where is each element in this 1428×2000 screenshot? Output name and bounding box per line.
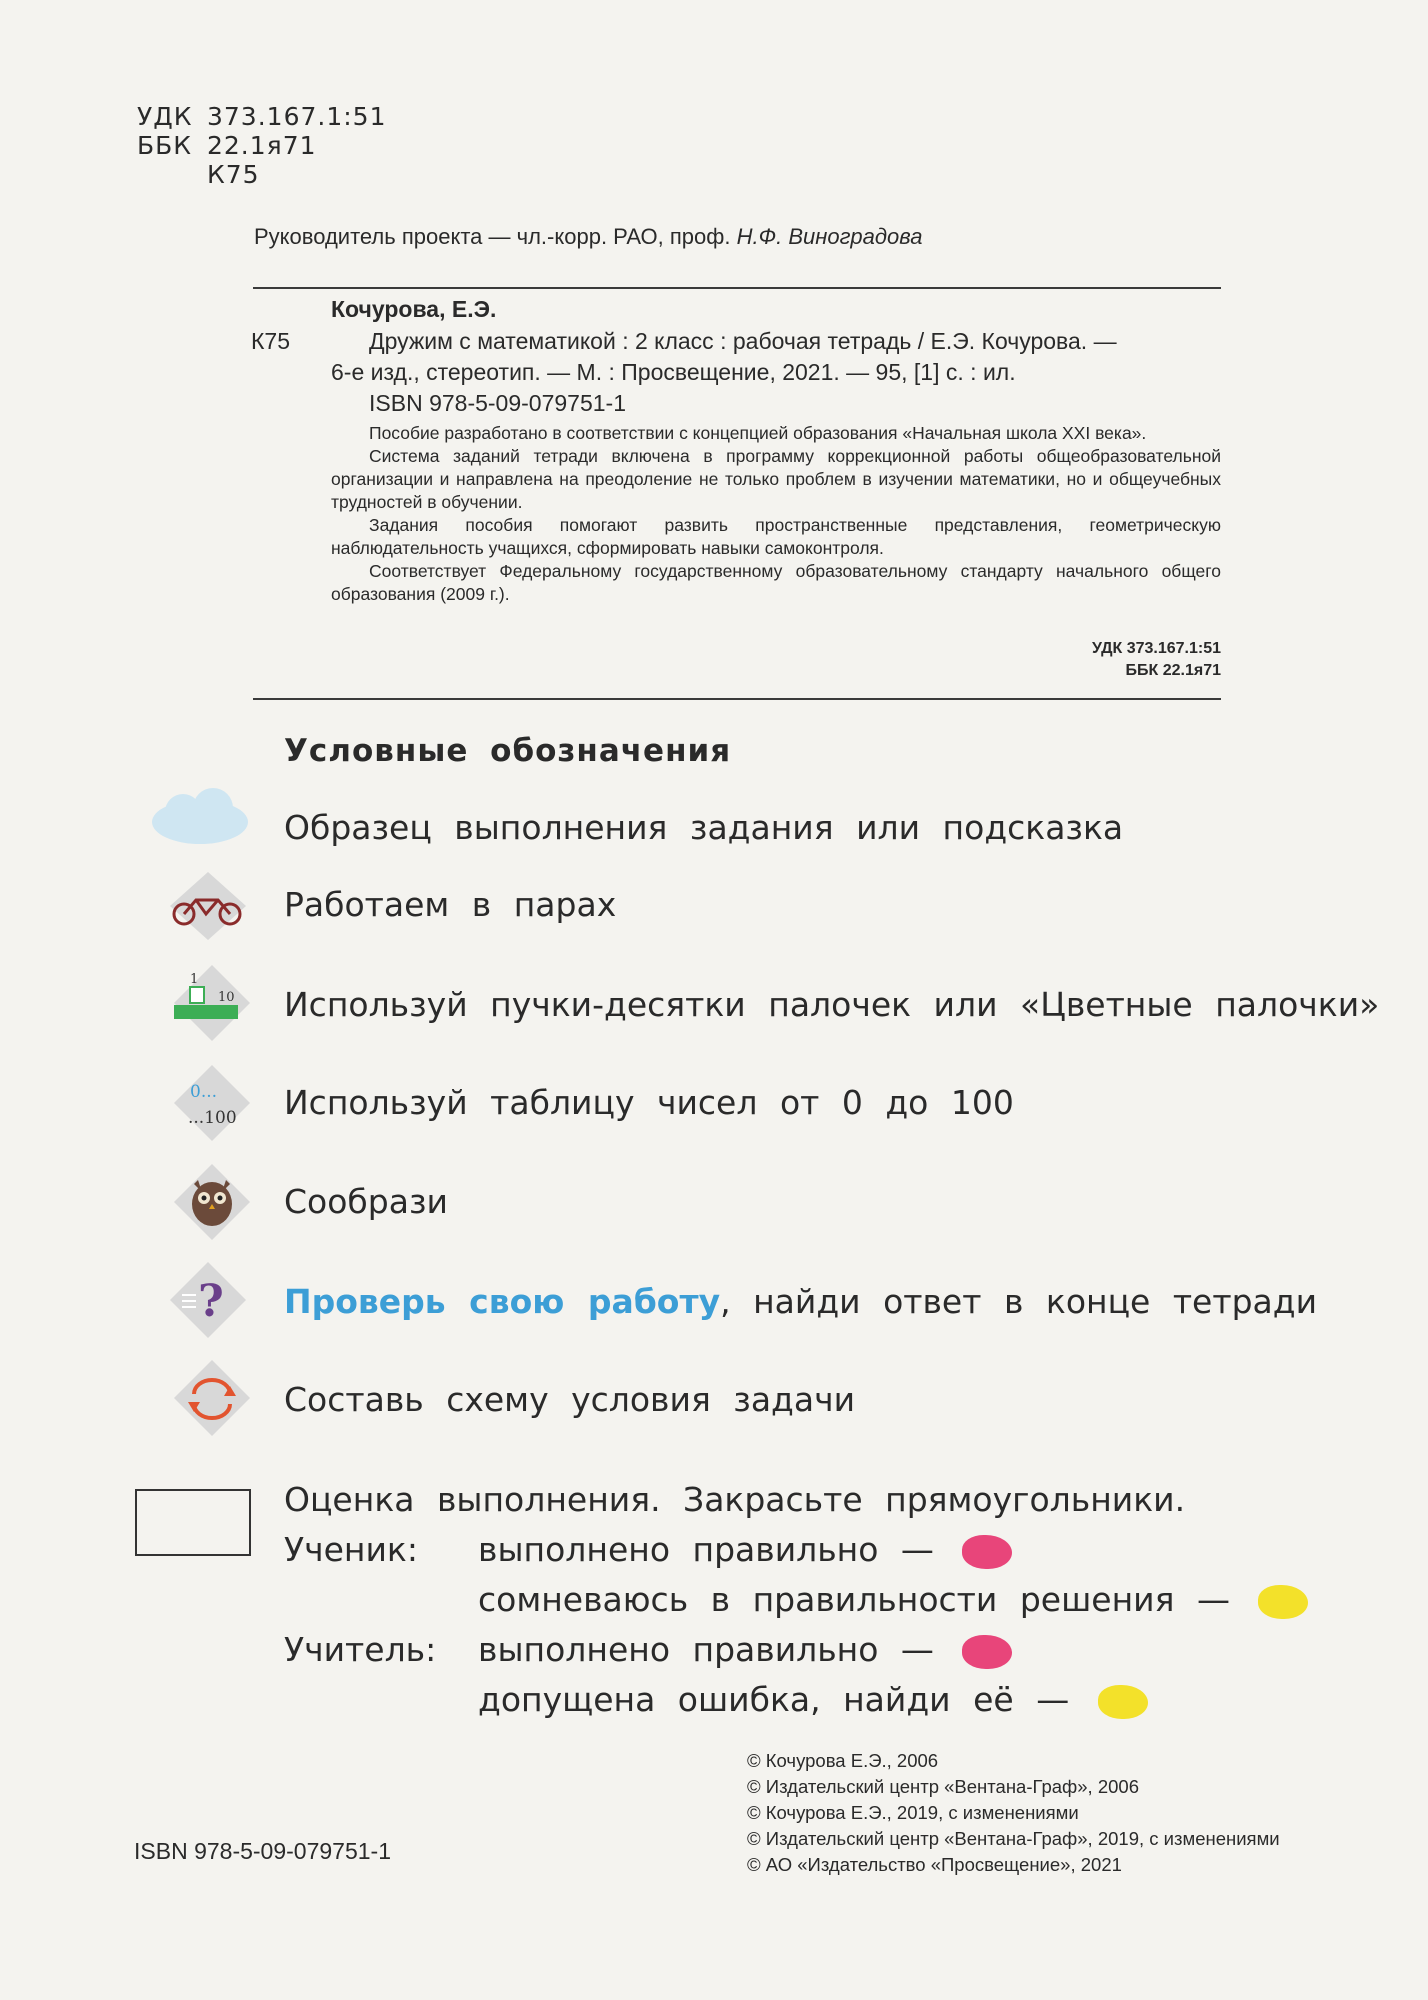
biblio-desc-paragraph: Задания пособия помогают развить пространственные представления, геометрическую наблюдательность учащихся, сформировать навыки самоконтроля. [331,515,1221,558]
question-mark-label: ? [198,1276,224,1327]
yellow-marker [1258,1585,1308,1619]
tandem-bicycle-icon [168,870,248,942]
leader-text: Руководитель проекта — чл.-корр. РАО, проф. [254,224,737,249]
teacher-error [478,1680,1148,1719]
student-label: Ученик: [284,1530,418,1569]
copyright-line: © Издательский центр «Вентана-Граф», 2006 [747,1776,1139,1797]
author-mark: К75 [207,160,260,189]
biblio-bbk: ББК 22.1я71 [1125,662,1221,679]
number-table-bottom-label: ...100 [188,1108,237,1128]
bbk-value: 22.1я71 [207,131,317,160]
student-correct [478,1530,1012,1569]
legend-scheme: Составь схему условия задачи [284,1380,856,1419]
owl-icon [172,1162,252,1242]
leader-name: Н.Ф. Виноградова [736,224,923,249]
classification-codes [137,102,386,189]
legend-check-rest: , найди ответ в конце тетради [720,1282,1318,1321]
pink-marker [962,1535,1012,1569]
copyright-line: © Кочурова Е.Э., 2006 [747,1750,939,1771]
legend-sticks: Используй пучки-десятки палочек или «Цветные палочки» [284,985,1380,1024]
legend-check [284,1282,1317,1321]
biblio-edition-line: 6-е изд., стереотип. — М. : Просвещение, 2021. — 95, [1] с. : ил. [331,359,1016,385]
biblio-author: Кочурова, Е.Э. [331,296,497,322]
legend-check-highlight: Проверь свою работу [284,1282,721,1321]
pink-marker [962,1635,1012,1669]
biblio-description [331,422,1221,606]
cycle-arrows-icon [172,1358,252,1438]
number-table-top-label: 0... [190,1082,218,1102]
biblio-udk: УДК 373.167.1:51 [1091,640,1221,657]
bbk-label: ББК [137,131,193,160]
number-table-icon [172,1063,252,1143]
ten-sticks-side-label: 10 [218,990,235,1005]
evaluation-rectangle [135,1489,251,1556]
biblio-isbn: ISBN 978-5-09-079751-1 [369,390,626,416]
biblio-mark: К75 [251,328,290,354]
udk-value: 373.167.1:51 [207,102,387,131]
legend-pairs: Работаем в парах [284,885,617,924]
biblio-desc-paragraph: Пособие разработано в соответствии с концепцией образования «Начальная школа XXI века». [369,423,1147,443]
project-leader [254,224,923,250]
student-doubt [478,1580,1308,1619]
evaluation-heading: Оценка выполнения. Закрасьте прямоугольники. [284,1480,1186,1519]
copyright-line: © Кочурова Е.Э., 2019, с изменениями [747,1802,1079,1823]
teacher-correct-text: выполнено правильно — [478,1630,934,1669]
udk-label: УДК [137,102,193,131]
copyright-line: © Издательский центр «Вентана-Граф», 2019, с изменениями [747,1828,1280,1849]
student-doubt-text: сомневаюсь в правильности решения — [478,1580,1230,1619]
divider-top [253,287,1221,289]
legend-think: Сообрази [284,1182,448,1221]
biblio-desc-paragraph: Система заданий тетради включена в программу коррекционной работы общеобразовательной организации и направлена на преодоление не только проблем в изучении математики, но и общеучебных трудностей в обучении. [331,446,1221,512]
ten-sticks-top-label: 1 [190,972,199,987]
cloud-icon [148,788,252,848]
biblio-codes [1092,638,1221,682]
teacher-label: Учитель: [284,1630,437,1669]
biblio-title-line: Дружим с математикой : 2 класс : рабочая тетрадь / Е.Э. Кочурова. — [369,328,1117,354]
divider-bottom [253,698,1221,700]
teacher-correct [478,1630,1012,1669]
yellow-marker [1098,1685,1148,1719]
ten-sticks-icon [172,963,252,1043]
copyright-block [747,1748,1280,1878]
question-icon [168,1260,248,1340]
legend-sample: Образец выполнения задания или подсказка [284,808,1124,847]
teacher-error-text: допущена ошибка, найди её — [478,1680,1070,1719]
student-correct-text: выполнено правильно — [478,1530,934,1569]
biblio-desc-paragraph: Соответствует Федеральному государственному образовательному стандарту начального общего образования (2009 г.). [331,561,1221,604]
copyright-line: © АО «Издательство «Просвещение», 2021 [747,1854,1122,1875]
legend-number-table: Используй таблицу чисел от 0 до 100 [284,1083,1014,1122]
legend-title: Условные обозначения [284,733,732,769]
isbn-bottom: ISBN 978-5-09-079751-1 [134,1838,391,1864]
